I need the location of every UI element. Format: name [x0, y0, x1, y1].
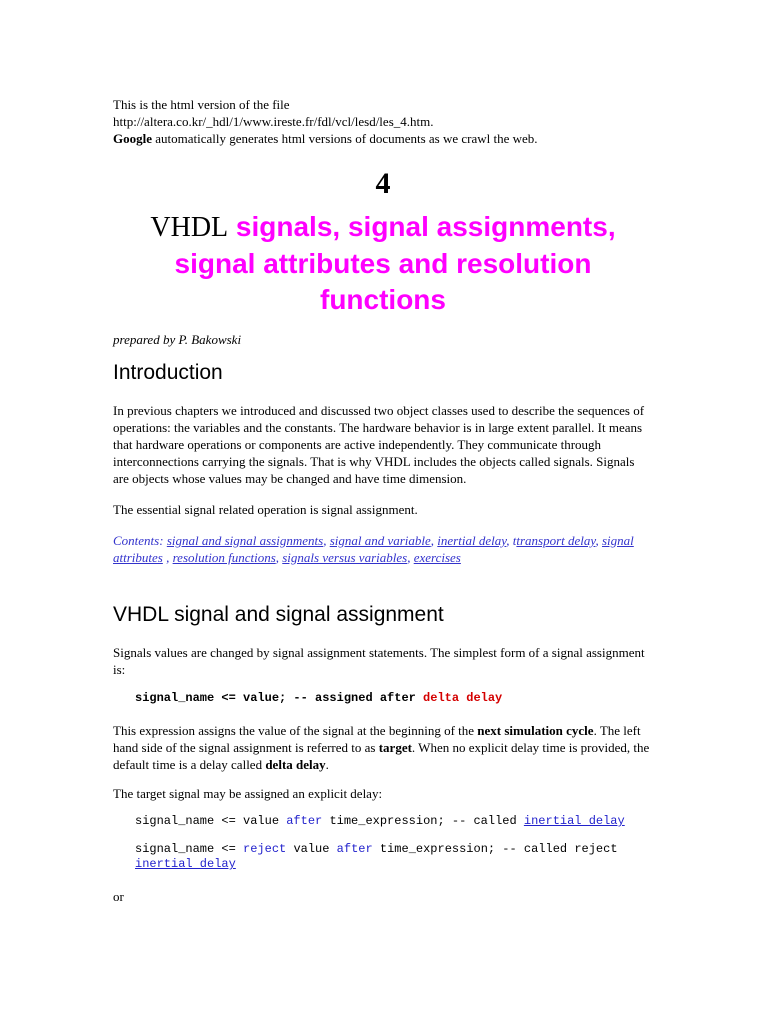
intro-paragraph-2: The essential signal related operation is signal assignment. [113, 502, 418, 517]
header-url: http://altera.co.kr/_hdl/1/www.ireste.fr/fdl/vcl/lesd/les_4.htm. [113, 114, 434, 129]
document-page [113, 96, 653, 905]
intro-heading: Introduction [113, 361, 223, 384]
section-paragraph-1: Signals values are changed by signal assignment statements. The simplest form of a signal assignment is: [113, 645, 645, 677]
section-paragraph-3: The target signal may be assigned an explicit delay: [113, 786, 383, 801]
contents-link[interactable]: transport delay [516, 533, 596, 548]
section-paragraph-2: This expression assigns the value of the signal at the beginning of the next simulation cycle. The left hand side of the signal assignment is referred to as target. When no explicit delay time is provided, the default time is a delay called delta delay. [113, 723, 650, 772]
section-heading: VHDL signal and signal assignment [113, 603, 444, 626]
contents-list: Contents: signal and signal assignments, signal and variable, inertial delay, ttransport delay, signal attributes , resolution functions, signals versus variables, exercises [113, 533, 634, 565]
header-line-1: This is the html version of the file [113, 97, 290, 112]
contents-link[interactable]: signal and variable [329, 533, 431, 548]
code-example-1: signal_name <= value; -- assigned after delta delay [135, 691, 503, 705]
inertial-delay-link[interactable]: inertial delay [135, 857, 236, 871]
google-label: Google [113, 131, 152, 146]
contents-link[interactable]: resolution functions [172, 550, 276, 565]
cache-header [113, 96, 653, 147]
page-title: VHDL signals, signal assignments, signal attributes and resolution functions [150, 211, 616, 315]
contents-link[interactable]: signals versus variables [282, 550, 408, 565]
or-text: or [113, 889, 124, 904]
header-line-3: Google automatically generates html versions of documents as we crawl the web. [113, 131, 538, 146]
intro-paragraph: In previous chapters we introduced and discussed two object classes used to describe the sequences of operations: the variables and the constants. The hardware behavior is in large extent parallel. It means that hardware operations or components are active independently. They communicate through interconnections carrying the signals. That is why VHDL includes the objects called signals. Signals are objects whose values may be changed and have time dimension. [113, 403, 645, 486]
code-example-2: signal_name <= value after time_expression; -- called inertial delay [135, 814, 625, 828]
chapter-number: 4 [375, 167, 391, 200]
contents-link[interactable]: signal and signal assignments [166, 533, 324, 548]
contents-link[interactable]: exercises [413, 550, 461, 565]
contents-link[interactable]: inertial delay [437, 533, 507, 548]
author-byline: prepared by P. Bakowski [113, 332, 242, 347]
inertial-delay-link[interactable]: inertial delay [523, 814, 625, 828]
contents-link[interactable]: signal attributes [113, 533, 634, 565]
code-example-3: signal_name <= reject value after time_expression; -- called reject inertial delay [135, 842, 618, 871]
